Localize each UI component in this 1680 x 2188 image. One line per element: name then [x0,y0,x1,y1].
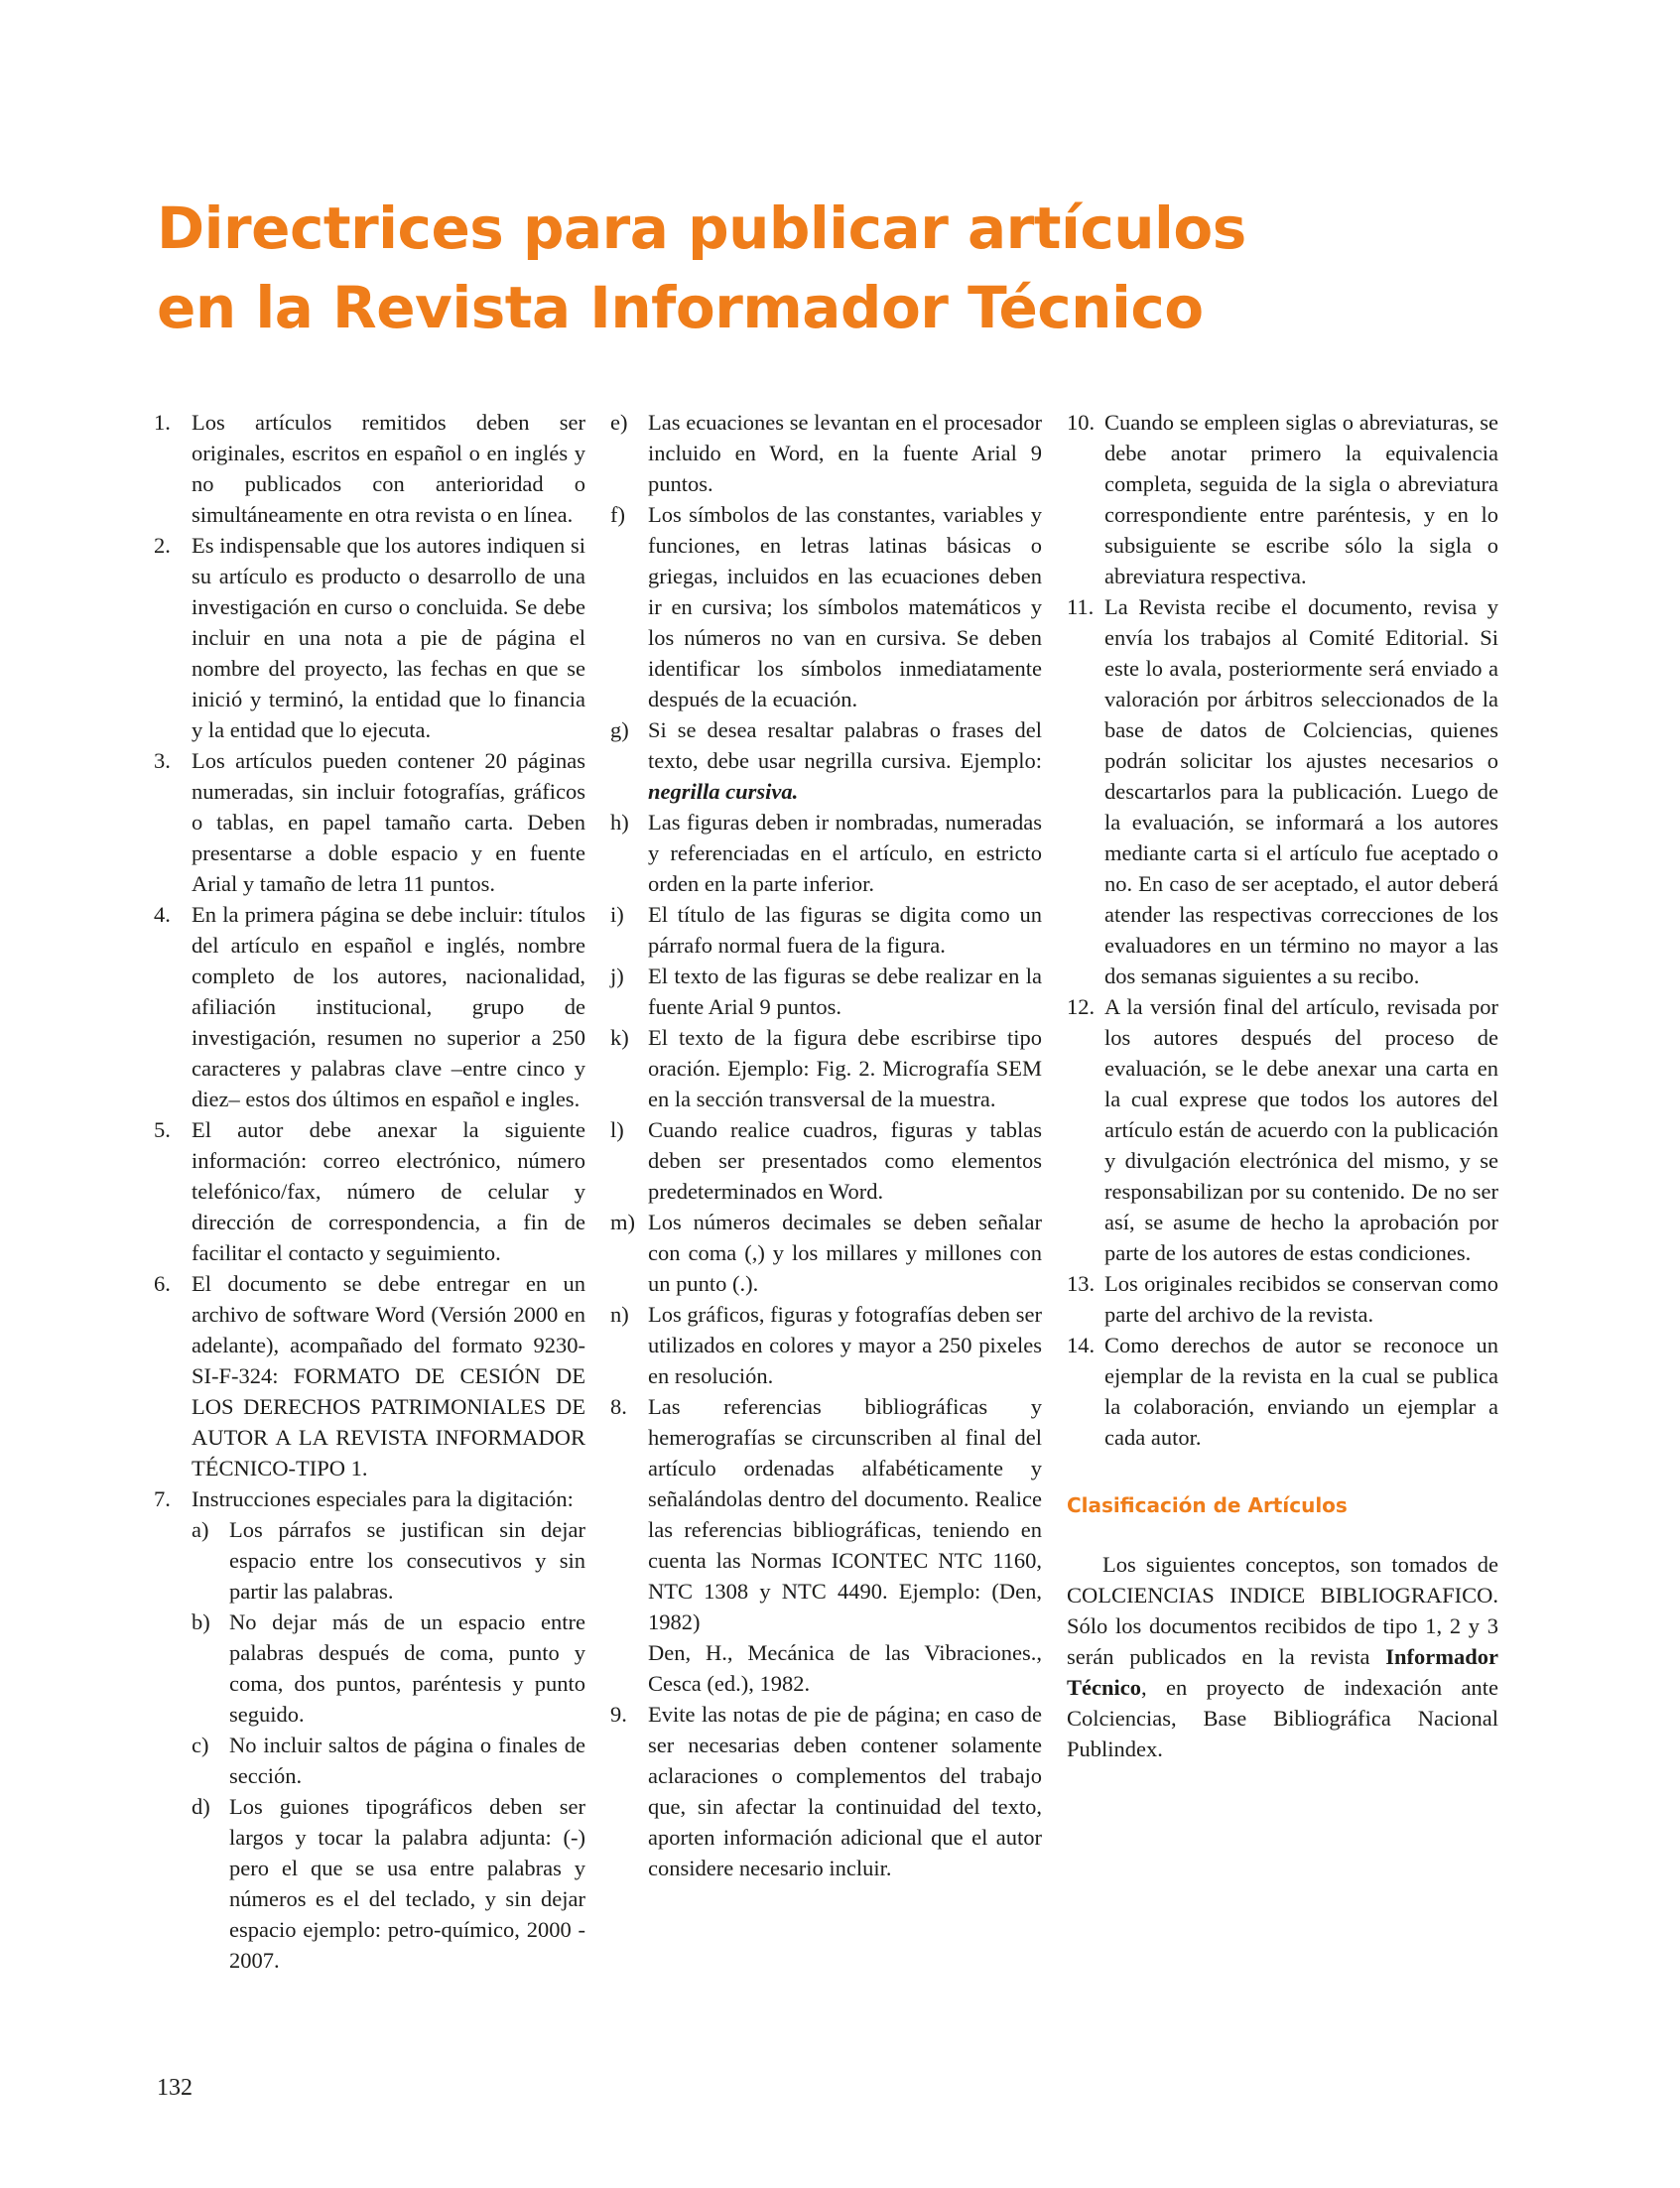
list-item [610,1391,1042,1699]
example-end: . [792,779,799,804]
sub-item [610,807,1042,899]
column-3 [1067,407,1498,1764]
item-text: A la versión final del artículo, revisada por los autores después del proceso de evaluación, se le debe anexar una carta en la cual exprese que todos los autores del artículo están de acuerdo con la publicación y divulgación electrónica del mismo, y se responsabilizan por su contenido. De no ser así, se asume de hecho la aprobación por parte de los autores de estas condiciones. [1104,994,1498,1265]
sub-item-text: El texto de la figura debe escribirse tipo oración. Ejemplo: Fig. 2. Micrografía SEM en la sección transversal de la muestra. [648,1025,1042,1111]
sub-item-text: El texto de las figuras se debe realizar en la fuente Arial 9 puntos. [648,964,1042,1019]
sub-item-letter: l) [610,1117,624,1142]
item-number: 11. [1067,594,1095,619]
sub-item-text: El título de las figuras se digita como un párrafo normal fuera de la figura. [648,902,1042,958]
sub-item [192,1607,585,1730]
list-item [154,1114,585,1268]
sub-item-letter: f) [610,502,625,527]
title-line-1: Directrices para publicar artículos [157,194,1246,262]
item-text: Cuando se empleen siglas o abreviaturas, se debe anotar primero la equivalencia completa, seguida de la sigla o abreviatura correspondiente entre paréntesis, y en lo subsiguiente se escribe sólo la sigla o abreviatura respectiva. [1104,410,1498,588]
bold-italic-example: negrilla cursiva [648,779,793,804]
sub-item-letter: c) [192,1733,209,1757]
reference-example: Den, H., Mecánica de las Vibraciones., Cesca (ed.), 1982. [648,1640,1042,1696]
item-text: El documento se debe entregar en un archivo de software Word (Versión 2000 en adelante), acompañado del formato 9230-SI-F-324: FORMATO DE CESIÓN DE LOS DERECHOS PATRIMONIALES DE AUTOR A LA REVISTA INFORMADOR TÉCNICO-TIPO 1. [192,1271,585,1480]
sub-item-letter: h) [610,810,629,835]
item-text: Es indispensable que los autores indiquen si su artículo es producto o desarrollo de una investigación en curso o concluida. Se debe incluir en una nota a pie de página el nombre del proyecto, las fechas en que se inició y terminó, la entidad que lo financia y la entidad que lo ejecuta. [192,533,585,742]
sub-item-text: Cuando realice cuadros, figuras y tablas deben ser presentados como elementos predeterminados en Word. [648,1117,1042,1204]
sub-item-text: Los gráficos, figuras y fotografías deben ser utilizados en colores y mayor a 250 pixeles en resolución. [648,1302,1042,1388]
sub-item [610,899,1042,961]
sub-item-letter: m) [610,1210,635,1234]
item-number: 4. [154,902,171,927]
list-item [610,1699,1042,1883]
page-number: 132 [157,2075,193,2101]
sub-item [610,1299,1042,1391]
sub-item [610,499,1042,714]
sub-item-letter: n) [610,1302,629,1327]
sub-item-text: Los guiones tipográficos deben ser largos y tocar la palabra adjunta: (-) pero el que se usa entre palabras y números es el del teclado, y sin dejar espacio ejemplo: petro-químico, 2000 - 2007. [229,1794,585,1973]
item-number: 10. [1067,410,1096,435]
item-number: 7. [154,1486,171,1511]
list-item [154,745,585,899]
sub-item-text [648,714,1042,807]
sub-item [610,1207,1042,1299]
sub-item-letter: e) [610,410,628,435]
item-text: Como derechos de autor se reconoce un ejemplar de la revista en la cual se publica la colaboración, enviando un ejemplar a cada autor. [1104,1333,1498,1450]
item-number: 3. [154,748,171,773]
classification-paragraph [1067,1549,1498,1764]
page-title [157,189,1526,347]
item-text: Instrucciones especiales para la digitación: [192,1486,574,1511]
item-text: Los artículos remitidos deben ser originales, escritos en español o en inglés y no publicados con anterioridad o simultáneamente en otra revista o en línea. [192,410,585,527]
sub-item-text: Las figuras deben ir nombradas, numeradas y referenciadas en el artículo, en estricto orden en la parte inferior. [648,810,1042,896]
item-text: Las referencias bibliográficas y hemerografías se circunscriben al final del artículo ordenadas alfabéticamente y señalándolas dentro del documento. Realice las referencias bibliográficas, teniendo en cuenta las Normas ICONTEC NTC 1160, NTC 1308 y NTC 4490. Ejemplo: (Den, 1982) [648,1394,1042,1634]
item-text: Los originales recibidos se conservan como parte del archivo de la revista. [1104,1271,1498,1327]
sub-item-text: No incluir saltos de página o finales de sección. [229,1733,585,1788]
list-item [154,899,585,1114]
item-text: La Revista recibe el documento, revisa y envía los trabajos al Comité Editorial. Si este lo avala, posteriormente será enviado a valoración por árbitros seleccionados de la base de datos de Colciencias, quienes podrán solicitar los ajustes necesarios o descartarlos para la publicación. Luego de la evaluación, se informará a los autores mediante carta si el artículo fue aceptado o no. En caso de ser aceptado, el autor deberá atender las respectivas correcciones de los evaluadores en un término no mayor a las dos semanas siguientes a su recibo. [1104,594,1498,988]
item-number: 8. [610,1394,627,1419]
list-item [154,1268,585,1483]
list-item [1067,1330,1498,1453]
item-number: 9. [610,1702,627,1727]
title-line-2: en la Revista Informador Técnico [157,274,1204,341]
sub-item-text: Las ecuaciones se levantan en el procesador incluido en Word, en la fuente Arial 9 puntos. [648,410,1042,496]
list-item [1067,1268,1498,1330]
column-1 [154,407,585,1976]
item-body [648,1391,1042,1699]
sub-item-text: No dejar más de un espacio entre palabras después de coma, punto y coma, dos puntos, paréntesis y punto seguido. [229,1609,585,1727]
item-body [192,1483,585,1976]
item-text: El autor debe anexar la siguiente información: correo electrónico, número telefónico/fax, número de celular y dirección de correspondencia, a fin de facilitar el contacto y seguimiento. [192,1117,585,1265]
sub-item-letter: b) [192,1609,210,1634]
sub-item-text: Los símbolos de las constantes, variables y funciones, en letras latinas básicas o griegas, incluidos en las ecuaciones deben ir en cursiva; los símbolos matemáticos y los números no van en cursiva. Se deben identificar los símbolos inmediatamente después de la ecuación. [648,502,1042,711]
sub-item-letter: d) [192,1794,210,1819]
sub-item [610,714,1042,807]
sub-item-letter: i) [610,902,624,927]
column-2 [610,407,1042,1883]
sub-item-text-main: Si se desea resaltar palabras o frases del texto, debe usar negrilla cursiva. Ejemplo: [648,717,1042,773]
list-item [154,530,585,745]
section-heading: Clasificación de Artículos [1067,1493,1348,1517]
sub-item [610,1114,1042,1207]
list-item [154,1483,585,1976]
item-number: 1. [154,410,171,435]
sub-item-letter: k) [610,1025,629,1050]
list-item [1067,591,1498,991]
item-number: 2. [154,533,171,558]
sub-item [192,1514,585,1607]
item-number: 6. [154,1271,171,1296]
sub-item-text: Los párrafos se justifican sin dejar espacio entre los consecutivos y sin partir las palabras. [229,1517,585,1604]
sub-item-letter: a) [192,1517,209,1542]
sub-item [192,1730,585,1791]
item-number: 12. [1067,994,1096,1019]
item-number: 5. [154,1117,171,1142]
sub-item [610,1022,1042,1114]
sub-item-text: Los números decimales se deben señalar con coma (,) y los millares y millones con un punto (.). [648,1210,1042,1296]
item-number: 13. [1067,1271,1096,1296]
item-text: Los artículos pueden contener 20 páginas numeradas, sin incluir fotografías, gráficos o tablas, en papel tamaño carta. Deben presentarse a doble espacio y en fuente Arial y tamaño de letra 11 puntos. [192,748,585,896]
list-item [1067,991,1498,1268]
paragraph-text: Los siguientes conceptos, son tomados de COLCIENCIAS INDICE BIBLIOGRAFICO. Sólo los documentos recibidos de tipo 1, 2 y 3 serán publicados en la revista [1067,1552,1498,1669]
sub-item [610,407,1042,499]
list-item [154,407,585,530]
sub-item-letter: g) [610,717,629,742]
sub-item [610,961,1042,1022]
item-number: 14. [1067,1333,1096,1357]
item-text: En la primera página se debe incluir: títulos del artículo en español e inglés, nombre completo de los autores, nacionalidad, afiliación institucional, grupo de investigación, resumen no superior a 250 caracteres y palabras clave –entre cinco y diez– estos dos últimos en español e ingles. [192,902,585,1111]
journal-name: Informador Técnico [1067,1644,1498,1700]
sub-item-letter: j) [610,964,624,988]
sub-item [192,1791,585,1976]
list-item [1067,407,1498,591]
paragraph-text-end: , en proyecto de indexación ante Colciencias, Base Bibliográfica Nacional Publindex. [1067,1675,1498,1761]
item-text: Evite las notas de pie de página; en caso de ser necesarias deben contener solamente aclaraciones o complementos del trabajo que, sin afectar la continuidad del texto, aporten información adicional que el autor considere necesario incluir. [648,1702,1042,1880]
